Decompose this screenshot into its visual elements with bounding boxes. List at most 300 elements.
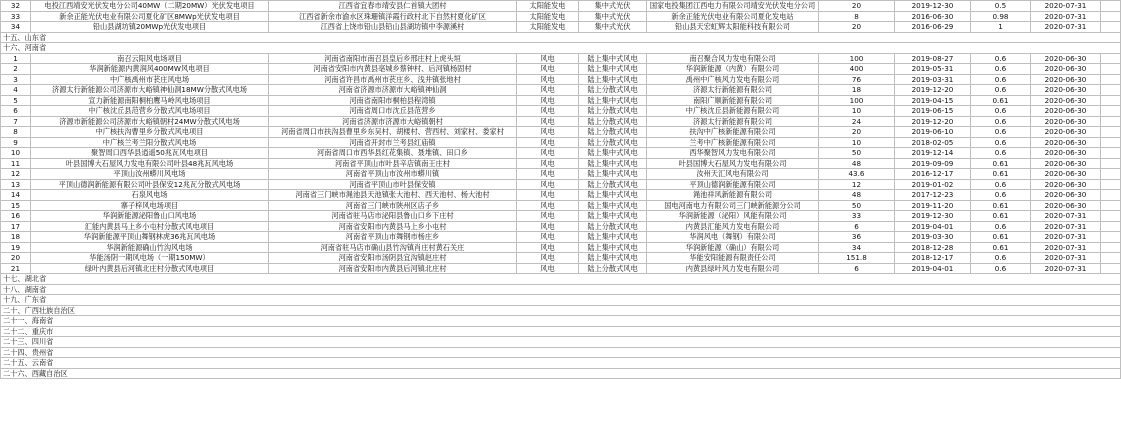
- cell-until: 2020-07-31: [1031, 1, 1101, 12]
- cell-name: 济源市新能源公司济源市大峪镇朝村24MW分散式风电场: [31, 116, 269, 127]
- cell-mode: 集中式光伏: [579, 11, 647, 22]
- section-title: 二十五、云南省: [1, 358, 1121, 369]
- cell-location: 河南省安阳市汤阴县宜沟镇赵庄村: [269, 253, 517, 264]
- table-row: [1, 200, 1121, 211]
- cell-mode: 陆上集中式风电: [579, 242, 647, 253]
- cell-capacity: 34: [819, 242, 895, 253]
- cell-empty: [1101, 232, 1121, 243]
- cell-location: 江西省上饶市铅山县铅山县湖坊镇中李源溪村: [269, 22, 517, 33]
- cell-empty: [1101, 242, 1121, 253]
- table-row: [1, 221, 1121, 232]
- cell-name: 汇能内黄县马上乡小屯村分散式风电项目: [31, 221, 269, 232]
- cell-type: 风电: [517, 253, 579, 264]
- cell-no: 9: [1, 137, 31, 148]
- cell-location: 河南省安阳市内黄县马上乡小屯村: [269, 221, 517, 232]
- table-row: [1, 242, 1121, 253]
- table-row: [1, 95, 1121, 106]
- cell-company: 兰考中广核新能源有限公司: [647, 137, 819, 148]
- cell-empty: [1101, 200, 1121, 211]
- cell-name: 宣力新能源南阳桐柏鹰马岭风电场项目: [31, 95, 269, 106]
- cell-date: 2019-03-30: [895, 232, 971, 243]
- cell-type: 风电: [517, 200, 579, 211]
- cell-location: 河南省平顶山市叶县保安镇: [269, 179, 517, 190]
- cell-capacity: 12: [819, 179, 895, 190]
- cell-name: 中广核沈丘县范营乡分散式风电场项目: [31, 106, 269, 117]
- cell-price: 0.6: [971, 116, 1031, 127]
- cell-price: 0.6: [971, 74, 1031, 85]
- table-row: [1, 53, 1121, 64]
- cell-empty: [1101, 253, 1121, 264]
- cell-name: 新余正能光伏电业有限公司夏化矿区8MWp光伏发电项目: [31, 11, 269, 22]
- cell-capacity: 10: [819, 137, 895, 148]
- cell-until: 2020-06-30: [1031, 53, 1101, 64]
- cell-no: 17: [1, 221, 31, 232]
- table-row: [1, 148, 1121, 159]
- cell-until: 2020-06-30: [1031, 116, 1101, 127]
- table-row: [1, 158, 1121, 169]
- cell-capacity: 50: [819, 200, 895, 211]
- cell-type: 风电: [517, 232, 579, 243]
- table-row: [1, 253, 1121, 264]
- cell-no: 1: [1, 53, 31, 64]
- cell-capacity: 33: [819, 211, 895, 222]
- cell-mode: 陆上集中式风电: [579, 74, 647, 85]
- cell-capacity: 100: [819, 95, 895, 106]
- cell-company: 西华聚智风力发电有限公司: [647, 148, 819, 159]
- cell-location: 河南省济源市济源市大峪镇神仙洞: [269, 85, 517, 96]
- cell-mode: 集中式光伏: [579, 22, 647, 33]
- cell-date: 2019-12-20: [895, 116, 971, 127]
- cell-no: 20: [1, 253, 31, 264]
- cell-type: 风电: [517, 106, 579, 117]
- table-row: [1, 211, 1121, 222]
- cell-type: 风电: [517, 64, 579, 75]
- cell-type: 太阳能发电: [517, 22, 579, 33]
- cell-mode: 陆上集中式风电: [579, 169, 647, 180]
- section-row: [1, 274, 1121, 285]
- table-row: [1, 22, 1121, 33]
- cell-empty: [1101, 211, 1121, 222]
- cell-empty: [1101, 1, 1121, 12]
- cell-name: 华润新能源内黄润风400MW风电项目: [31, 64, 269, 75]
- cell-mode: 陆上集中式风电: [579, 158, 647, 169]
- cell-price: 0.61: [971, 232, 1031, 243]
- table-row: [1, 106, 1121, 117]
- cell-company: 内黄县绿叶风力发电有限公司: [647, 263, 819, 274]
- cell-until: 2020-06-30: [1031, 158, 1101, 169]
- cell-empty: [1101, 221, 1121, 232]
- cell-until: 2020-06-30: [1031, 137, 1101, 148]
- cell-no: 8: [1, 127, 31, 138]
- cell-company: 华润新能源（泌阳）风能有限公司: [647, 211, 819, 222]
- cell-empty: [1101, 158, 1121, 169]
- cell-location: 河南省周口市沈丘县范营乡: [269, 106, 517, 117]
- section-row: [1, 347, 1121, 358]
- table-row: [1, 127, 1121, 138]
- cell-price: 0.6: [971, 221, 1031, 232]
- cell-mode: 陆上分散式风电: [579, 263, 647, 274]
- cell-mode: 陆上分散式风电: [579, 179, 647, 190]
- cell-date: 2019-01-02: [895, 179, 971, 190]
- cell-empty: [1101, 148, 1121, 159]
- table-row: [1, 11, 1121, 22]
- table-row: [1, 169, 1121, 180]
- cell-price: 1: [971, 22, 1031, 33]
- cell-empty: [1101, 106, 1121, 117]
- cell-type: 风电: [517, 263, 579, 274]
- cell-date: 2018-02-05: [895, 137, 971, 148]
- cell-type: 风电: [517, 158, 579, 169]
- cell-mode: 陆上集中式风电: [579, 253, 647, 264]
- cell-type: 风电: [517, 190, 579, 201]
- cell-company: 华润新能源（内黄）有限公司: [647, 64, 819, 75]
- cell-type: 风电: [517, 221, 579, 232]
- cell-no: 12: [1, 169, 31, 180]
- cell-type: 风电: [517, 127, 579, 138]
- cell-date: 2017-12-23: [895, 190, 971, 201]
- cell-capacity: 76: [819, 74, 895, 85]
- section-row: [1, 358, 1121, 369]
- cell-capacity: 100: [819, 53, 895, 64]
- cell-mode: 陆上集中式风电: [579, 95, 647, 106]
- section-title: 十八、湖南省: [1, 284, 1121, 295]
- cell-date: 2019-09-09: [895, 158, 971, 169]
- cell-price: 0.6: [971, 137, 1031, 148]
- cell-type: 风电: [517, 148, 579, 159]
- cell-price: 0.61: [971, 158, 1031, 169]
- cell-until: 2020-06-30: [1031, 179, 1101, 190]
- cell-capacity: 20: [819, 22, 895, 33]
- cell-no: 34: [1, 22, 31, 33]
- cell-no: 13: [1, 179, 31, 190]
- cell-empty: [1101, 85, 1121, 96]
- cell-company: 华润风电（舞钢）有限公司: [647, 232, 819, 243]
- cell-capacity: 48: [819, 190, 895, 201]
- cell-until: 2020-07-31: [1031, 22, 1101, 33]
- cell-date: 2019-06-10: [895, 127, 971, 138]
- cell-name: 平顶山汝州蟒川风电场: [31, 169, 269, 180]
- cell-capacity: 43.6: [819, 169, 895, 180]
- cell-empty: [1101, 74, 1121, 85]
- cell-until: 2020-07-31: [1031, 11, 1101, 22]
- cell-location: 江西省新余市渝水区珠珊镇洋霞行政村北下自然村夏化矿区: [269, 11, 517, 22]
- section-title: 十九、广东省: [1, 295, 1121, 306]
- cell-mode: 陆上集中式风电: [579, 64, 647, 75]
- cell-date: 2019-12-30: [895, 211, 971, 222]
- cell-location: 河南省南阳市南召县皇后乡邢庄村上虎头垣: [269, 53, 517, 64]
- cell-mode: 陆上集中式风电: [579, 232, 647, 243]
- section-row: [1, 326, 1121, 337]
- cell-type: 风电: [517, 179, 579, 190]
- cell-price: 0.6: [971, 263, 1031, 274]
- cell-date: 2019-12-30: [895, 1, 971, 12]
- cell-no: 6: [1, 106, 31, 117]
- cell-date: 2018-12-28: [895, 242, 971, 253]
- cell-no: 14: [1, 190, 31, 201]
- cell-location: 河南省平顶山市舞钢市杨庄乡: [269, 232, 517, 243]
- cell-until: 2020-07-31: [1031, 232, 1101, 243]
- cell-name: 华润新能源泌阳鲁山口风电场: [31, 211, 269, 222]
- cell-mode: 陆上集中式风电: [579, 211, 647, 222]
- cell-mode: 陆上分散式风电: [579, 85, 647, 96]
- cell-date: 2019-11-20: [895, 200, 971, 211]
- cell-no: 16: [1, 211, 31, 222]
- section-title: 二十、广西壮族自治区: [1, 305, 1121, 316]
- cell-capacity: 8: [819, 11, 895, 22]
- cell-no: 7: [1, 116, 31, 127]
- cell-price: 0.98: [971, 11, 1031, 22]
- cell-date: 2019-04-15: [895, 95, 971, 106]
- cell-date: 2019-06-15: [895, 106, 971, 117]
- cell-no: 10: [1, 148, 31, 159]
- cell-capacity: 6: [819, 221, 895, 232]
- cell-company: 国家电投集团江西电力有限公司靖安光伏发电分公司: [647, 1, 819, 12]
- cell-date: 2019-05-31: [895, 64, 971, 75]
- table-row: [1, 64, 1121, 75]
- cell-name: 聚智周口西华县逍遥50兆瓦风电项目: [31, 148, 269, 159]
- cell-until: 2020-07-31: [1031, 211, 1101, 222]
- cell-empty: [1101, 179, 1121, 190]
- cell-name: 华能汤阴一期风电场（一期150MW）: [31, 253, 269, 264]
- cell-until: 2020-06-30: [1031, 127, 1101, 138]
- table-row: [1, 74, 1121, 85]
- cell-name: 石泉风电场: [31, 190, 269, 201]
- cell-company: 国电河南电力有限公司三门峡新能源分公司: [647, 200, 819, 211]
- cell-mode: 陆上分散式风电: [579, 116, 647, 127]
- cell-no: 21: [1, 263, 31, 274]
- cell-no: 33: [1, 11, 31, 22]
- cell-type: 太阳能发电: [517, 1, 579, 12]
- cell-price: 0.6: [971, 106, 1031, 117]
- cell-type: 风电: [517, 137, 579, 148]
- cell-price: 0.6: [971, 179, 1031, 190]
- cell-company: 华润新能源（确山）有限公司: [647, 242, 819, 253]
- cell-name: 寨子梓风电场项目: [31, 200, 269, 211]
- cell-price: 0.61: [971, 200, 1031, 211]
- cell-date: 2016-12-17: [895, 169, 971, 180]
- section-title: 二十二、重庆市: [1, 326, 1121, 337]
- cell-location: 河南省周口市扶沟县曹里乡东吴村、胡楼村、营西村、刘家村、娄家村: [269, 127, 517, 138]
- cell-name: 中广核扶沟曹里乡分散式风电项目: [31, 127, 269, 138]
- cell-date: 2016-06-29: [895, 22, 971, 33]
- cell-empty: [1101, 53, 1121, 64]
- cell-location: 河南省驻马店市泌阳县鲁山口乡下庄村: [269, 211, 517, 222]
- table-row: [1, 232, 1121, 243]
- cell-until: 2020-06-30: [1031, 85, 1101, 96]
- cell-mode: 集中式光伏: [579, 1, 647, 12]
- cell-name: 绿叶内黄县后河镇北庄村分散式风电项目: [31, 263, 269, 274]
- cell-capacity: 48: [819, 158, 895, 169]
- section-title: 二十四、贵州省: [1, 347, 1121, 358]
- cell-company: 济源太行新能源有限公司: [647, 85, 819, 96]
- cell-price: 0.6: [971, 148, 1031, 159]
- cell-date: 2019-03-31: [895, 74, 971, 85]
- cell-capacity: 24: [819, 116, 895, 127]
- cell-mode: 陆上集中式风电: [579, 53, 647, 64]
- cell-capacity: 6: [819, 263, 895, 274]
- cell-company: 南阳广顺新能源有限公司: [647, 95, 819, 106]
- cell-price: 0.6: [971, 64, 1031, 75]
- section-title: 十七、湖北省: [1, 274, 1121, 285]
- cell-no: 19: [1, 242, 31, 253]
- cell-mode: 陆上分散式风电: [579, 137, 647, 148]
- cell-empty: [1101, 127, 1121, 138]
- cell-price: 0.61: [971, 211, 1031, 222]
- cell-type: 太阳能发电: [517, 11, 579, 22]
- cell-price: 0.5: [971, 1, 1031, 12]
- cell-location: 河南省安阳市内黄县后河镇北庄村: [269, 263, 517, 274]
- cell-company: 叶县国博大石屋风力发电有限公司: [647, 158, 819, 169]
- section-row: [1, 337, 1121, 348]
- section-title: 二十六、西藏自治区: [1, 368, 1121, 379]
- cell-company: 禹州中广核风力发电有限公司: [647, 74, 819, 85]
- cell-company: 新余正能光伏电业有限公司夏化发电站: [647, 11, 819, 22]
- cell-company: 华能安阳能源有限责任公司: [647, 253, 819, 264]
- cell-location: 河南省开封市兰考县红庙镇: [269, 137, 517, 148]
- cell-no: 5: [1, 95, 31, 106]
- cell-date: 2019-04-01: [895, 221, 971, 232]
- cell-mode: 陆上分散式风电: [579, 221, 647, 232]
- cell-empty: [1101, 22, 1121, 33]
- cell-capacity: 20: [819, 127, 895, 138]
- cell-name: 华润新能源平顶山舞钢林虎36兆瓦风电场: [31, 232, 269, 243]
- cell-type: 风电: [517, 116, 579, 127]
- cell-price: 0.6: [971, 53, 1031, 64]
- cell-date: 2019-12-20: [895, 85, 971, 96]
- cell-capacity: 10: [819, 106, 895, 117]
- cell-mode: 陆上集中式风电: [579, 190, 647, 201]
- cell-location: 河南省驻马店市确山县竹沟镇肖庄村黄石关庄: [269, 242, 517, 253]
- cell-type: 风电: [517, 74, 579, 85]
- table-row: [1, 1, 1121, 12]
- cell-until: 2020-06-30: [1031, 106, 1101, 117]
- cell-date: 2018-12-17: [895, 253, 971, 264]
- cell-company: 铅山县天宏虹辉太阳能科技有限公司: [647, 22, 819, 33]
- cell-no: 18: [1, 232, 31, 243]
- cell-name: 中广核兰考兰阳分散式风电场: [31, 137, 269, 148]
- cell-location: 河南省南阳市桐柏县程湾镇: [269, 95, 517, 106]
- cell-mode: 陆上分散式风电: [579, 127, 647, 138]
- cell-location: 河南省三门峡市陕州区店子乡: [269, 200, 517, 211]
- cell-company: 汝州天汇风电有限公司: [647, 169, 819, 180]
- cell-until: 2020-06-30: [1031, 190, 1101, 201]
- cell-company: 内黄县汇能风力发电有限公司: [647, 221, 819, 232]
- cell-location: 河南省周口市西华县红花集镇、聂堆镇、田口乡: [269, 148, 517, 159]
- cell-empty: [1101, 263, 1121, 274]
- cell-name: 中广核禹州市苌庄风电场: [31, 74, 269, 85]
- cell-no: 32: [1, 1, 31, 12]
- cell-name: 华润新能源确山竹沟风电场: [31, 242, 269, 253]
- table-row: [1, 85, 1121, 96]
- cell-location: 河南省三门峡市渑池县天池镇张大池村、西天池村、杨大池村: [269, 190, 517, 201]
- cell-until: 2020-06-30: [1031, 74, 1101, 85]
- cell-capacity: 151.8: [819, 253, 895, 264]
- cell-location: 河南省济源市济源市大峪镇朝村: [269, 116, 517, 127]
- table-row: [1, 263, 1121, 274]
- cell-empty: [1101, 190, 1121, 201]
- section-row: [1, 295, 1121, 306]
- section-row: [1, 43, 1121, 54]
- section-title: 二十一、海南省: [1, 316, 1121, 327]
- cell-name: 平顶山德润新能源有限公司叶县保安12兆瓦分散式风电场: [31, 179, 269, 190]
- cell-empty: [1101, 11, 1121, 22]
- table-row: [1, 179, 1121, 190]
- cell-date: 2019-08-27: [895, 53, 971, 64]
- cell-until: 2020-06-30: [1031, 95, 1101, 106]
- cell-name: 电投江西靖安光伏发电分公司40MW（二期20MW）光伏发电项目: [31, 1, 269, 12]
- cell-until: 2020-06-30: [1031, 169, 1101, 180]
- cell-empty: [1101, 64, 1121, 75]
- section-row: [1, 32, 1121, 43]
- table-row: [1, 116, 1121, 127]
- cell-location: 河南省平顶山市叶县辛店镇南王庄村: [269, 158, 517, 169]
- cell-until: 2020-06-30: [1031, 200, 1101, 211]
- cell-company: 平顶山德润新能源有限公司: [647, 179, 819, 190]
- section-row: [1, 284, 1121, 295]
- cell-until: 2020-07-31: [1031, 263, 1101, 274]
- cell-company: 济源太行新能源有限公司: [647, 116, 819, 127]
- cell-price: 0.61: [971, 169, 1031, 180]
- cell-date: 2016-06-30: [895, 11, 971, 22]
- cell-no: 2: [1, 64, 31, 75]
- cell-no: 4: [1, 85, 31, 96]
- cell-until: 2020-06-30: [1031, 148, 1101, 159]
- section-title: 十五、山东省: [1, 32, 1121, 43]
- cell-type: 风电: [517, 169, 579, 180]
- cell-type: 风电: [517, 211, 579, 222]
- cell-no: 11: [1, 158, 31, 169]
- cell-until: 2020-06-30: [1031, 64, 1101, 75]
- cell-capacity: 18: [819, 85, 895, 96]
- cell-empty: [1101, 137, 1121, 148]
- cell-mode: 陆上分散式风电: [579, 106, 647, 117]
- cell-mode: 陆上集中式风电: [579, 200, 647, 211]
- cell-type: 风电: [517, 53, 579, 64]
- cell-empty: [1101, 169, 1121, 180]
- cell-company: 渑池祥风新能源有限公司: [647, 190, 819, 201]
- cell-price: 0.6: [971, 127, 1031, 138]
- cell-empty: [1101, 95, 1121, 106]
- cell-date: 2019-12-14: [895, 148, 971, 159]
- cell-company: 中广核沈丘县新能源有限公司: [647, 106, 819, 117]
- section-title: 二十三、四川省: [1, 337, 1121, 348]
- section-row: [1, 316, 1121, 327]
- section-title: 十六、河南省: [1, 43, 1121, 54]
- cell-no: 15: [1, 200, 31, 211]
- cell-type: 风电: [517, 242, 579, 253]
- cell-until: 2020-07-31: [1031, 242, 1101, 253]
- cell-type: 风电: [517, 85, 579, 96]
- cell-price: 0.6: [971, 253, 1031, 264]
- cell-name: 叶县国博大石屋风力发电有限公司叶县48兆瓦风电场: [31, 158, 269, 169]
- section-row: [1, 368, 1121, 379]
- cell-location: 江西省宜春市靖安县仁首镇大团村: [269, 1, 517, 12]
- cell-price: 0.6: [971, 85, 1031, 96]
- cell-name: 南召云阳风电场项目: [31, 53, 269, 64]
- cell-no: 3: [1, 74, 31, 85]
- cell-until: 2020-07-31: [1031, 253, 1101, 264]
- cell-price: 0.61: [971, 95, 1031, 106]
- cell-location: 河南省许昌市禹州市苌庄乡、浅井镇张地村: [269, 74, 517, 85]
- cell-company: 南召聚合风力发电有限公司: [647, 53, 819, 64]
- cell-company: 扶沟中广核新能源有限公司: [647, 127, 819, 138]
- cell-empty: [1101, 116, 1121, 127]
- section-row: [1, 305, 1121, 316]
- cell-mode: 陆上集中式风电: [579, 148, 647, 159]
- cell-type: 风电: [517, 95, 579, 106]
- cell-capacity: 20: [819, 1, 895, 12]
- cell-name: 济源太行新能源公司济源市大峪镇神仙洞18MW分散式风电场: [31, 85, 269, 96]
